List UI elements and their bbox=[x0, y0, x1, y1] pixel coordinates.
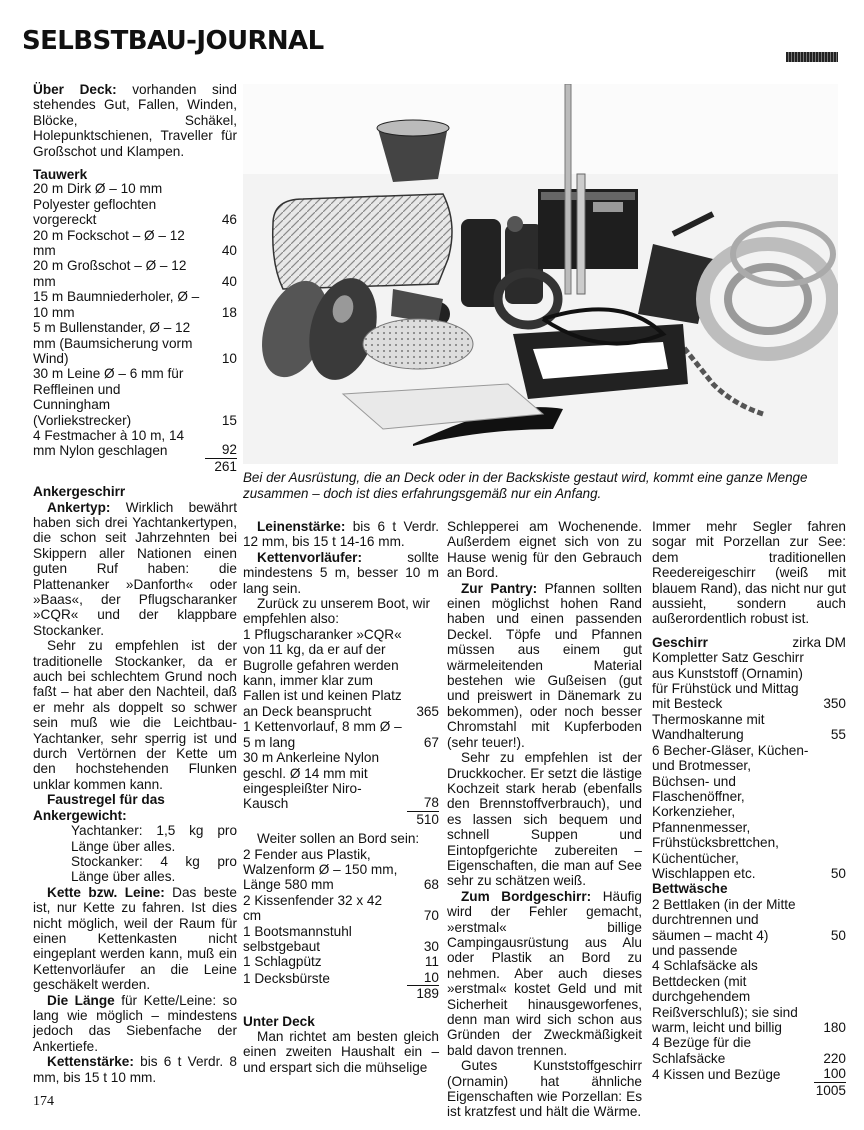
item-price: 10 bbox=[221, 350, 237, 366]
bettwaesche-list bbox=[652, 897, 846, 1098]
item-price: 365 bbox=[416, 703, 439, 719]
item-price: 11 bbox=[424, 954, 439, 970]
boot-list bbox=[243, 627, 439, 827]
laenge-paragraph bbox=[33, 993, 237, 1055]
kettenstaerke-paragraph bbox=[33, 1054, 237, 1085]
kette-text: Das beste ist, nur Kette zu fahren. Ist dies nicht möglich, weil der Raum für einen Kettenkasten nicht eingeplant werden kann, muß ein Kettenvorläufer an die Leine geschäkelt werden. bbox=[33, 884, 237, 993]
kette-lead: Kette bzw. Leine: bbox=[47, 884, 165, 900]
item-text: 20 m Dirk Ø – 10 mm Polyester geflochten vorgereckt bbox=[33, 181, 163, 228]
kettenvorlaeufer-text: sollte mindestens 5 m, besser 10 m lang sein. bbox=[243, 549, 439, 596]
bordgeschirr-paragraph bbox=[447, 889, 642, 1058]
boot-total: 510 bbox=[416, 811, 439, 827]
faustregel-heading: Faustregel für das Ankergewicht: bbox=[33, 792, 165, 823]
item-price: 55 bbox=[830, 727, 846, 743]
faustregel-stock: Stockanker: 4 kg pro Länge über alles. bbox=[71, 853, 237, 885]
item-price: 100 bbox=[814, 1066, 846, 1082]
geschirr-heading-row bbox=[652, 635, 846, 650]
ankertyp-text: Wirklich bewährt haben sich drei Yachtankertypen, die schon seit Jahrzehnten bei Skippern aller Nationen einen guten Ruf haben: die Plattenanker »Danforth« oder »Baas«, der Pflugscharanker »CQR« und der klappbare Stockanker. bbox=[33, 499, 237, 638]
item-price: 40 bbox=[221, 243, 237, 259]
faustregel-yacht: Yachtanker: 1,5 kg pro Länge über alles. bbox=[71, 823, 237, 854]
list-item bbox=[652, 897, 846, 943]
pantry-text: Pfannen sollten einen möglichst hohen Rand haben und einen passenden Deckel. Töpfe und Pfannen müssen aus einem gut wärmeleitenden Material bestehen wie Gußeisen (gut und preiswert in Dänemark zu bekommen), oder noch besser Chromstahl mit Kupferboden (sehr teuer!). bbox=[447, 580, 642, 750]
item-text: 30 m Ankerleine Nylon geschl. Ø 14 mm mit eingespleißter Niro-Kausch bbox=[243, 750, 380, 812]
kettenvorlaeufer-lead: Kettenvorläufer: bbox=[257, 549, 362, 565]
list-item bbox=[33, 228, 237, 259]
column-2 bbox=[243, 519, 439, 1075]
list-item bbox=[243, 970, 439, 986]
ankertyp-paragraph bbox=[33, 500, 237, 639]
item-price: 40 bbox=[221, 273, 237, 289]
journal-title: SELBSTBAU-JOURNAL bbox=[22, 26, 324, 56]
stockanker-paragraph: Sehr zu empfehlen ist der traditionelle Stockanker, da er auch bei schlechtem Grund noch faßt – hat aber den Nachteil, daß er mehr als doppelt so schwer sein muß wie die Leichtbau-Yachtanker, sehr sperrig ist und durch Vertörnen der Kette um den hochstehenden Flunken unklar kommen kann. bbox=[33, 638, 237, 792]
ankertyp-lead: Ankertyp: bbox=[47, 499, 111, 515]
kette-paragraph bbox=[33, 885, 237, 993]
kettenstaerke-lead: Kettenstärke: bbox=[47, 1054, 134, 1070]
list-item bbox=[652, 743, 846, 882]
boot-intro: Zurück zu unserem Boot, wir empfehlen also: bbox=[243, 596, 431, 627]
kunststoff-paragraph: Gutes Kunststoffgeschirr (Ornamin) hat ähnliche Eigenschaften wie Porzellan: Es ist kratzfest und hält die Wärme. bbox=[447, 1058, 642, 1120]
item-price: 50 bbox=[830, 865, 846, 881]
item-price: 15 bbox=[221, 412, 237, 428]
item-price: 220 bbox=[823, 1050, 846, 1066]
item-text: 2 Kissenfender 32 x 42 cm bbox=[243, 892, 383, 924]
item-price: 10 bbox=[407, 970, 439, 986]
list-item bbox=[652, 1066, 846, 1082]
item-price: 50 bbox=[830, 927, 846, 943]
geschirr-unit: zirka DM bbox=[792, 634, 846, 650]
leinenstaerke-paragraph bbox=[243, 519, 439, 550]
anker-heading: Ankergeschirr bbox=[33, 484, 126, 500]
item-price: 68 bbox=[423, 877, 439, 893]
list-item bbox=[33, 366, 237, 428]
laenge-text: für Kette/Leine: so lang wie möglich – mindestens jedoch das Siebenfache der Ankertiefe. bbox=[33, 992, 238, 1054]
item-price: 70 bbox=[423, 908, 439, 924]
leinenstaerke-text: bis 6 t Verdr. 12 mm, bis 15 t 14-16 mm. bbox=[243, 519, 439, 550]
list-item bbox=[243, 924, 439, 955]
item-text: Kompletter Satz Geschirr aus Kunststoff (Ornamin) für Frühstück und Mittag mit Besteck bbox=[652, 650, 804, 712]
item-price: 67 bbox=[423, 734, 439, 750]
item-text: 4 Schlafsäcke als Bettdecken (mit durchgehendem Reißverschluß); sie sind warm, leicht und billig bbox=[652, 958, 798, 1035]
item-text: 4 Kissen und Bezüge bbox=[652, 1067, 781, 1083]
tauwerk-total: 261 bbox=[214, 458, 237, 474]
list-item bbox=[652, 943, 846, 958]
photo-caption: Bei der Ausrüstung, die an Deck oder in der Backskiste gestaut wird, kommt eine ganze Menge zusammen – doch ist dies erfahrungsgemäß nur ein Anfang. bbox=[243, 470, 808, 501]
list-item bbox=[33, 320, 237, 366]
kettenstaerke-text: bis 6 t Verdr. 8 mm, bis 15 t 10 mm. bbox=[33, 1054, 237, 1085]
bord-intro: Weiter sollen an Bord sein: bbox=[257, 831, 420, 847]
kettenvorlaeufer-paragraph bbox=[243, 550, 439, 596]
unter-deck-heading: Unter Deck bbox=[243, 1013, 315, 1029]
item-text: 6 Becher-Gläser, Küchen- und Brotmesser, Büchsen- und Flaschenöffner, Korkenzieher, Pfannenmesser, Frühstücksbrettchen, Küchentücher, Wischlappen etc. bbox=[652, 742, 809, 881]
list-item bbox=[33, 258, 237, 289]
column-3 bbox=[447, 519, 642, 1120]
list-item bbox=[243, 627, 439, 719]
item-text: 1 Pflugscharanker »CQR« von 11 kg, da er auf der Bugrolle gefahren werden kann, immer klar zum Fallen ist und keinen Platz an Deck beansprucht bbox=[243, 626, 402, 719]
bordgeschirr-text: Häufig wird der Fehler gemacht, »erstmal« billige Campingausrüstung aus Alu oder Plastik an Bord zu nehmen. Aber auch dieses »erstmal« kostet Geld und mit Sicherheit hinausgeworfenes, denn man wird sich schon aus Gründen der Zweckmäßigkeit bald davon trennen. bbox=[447, 888, 642, 1058]
list-item bbox=[243, 847, 439, 893]
item-text: 1 Kettenvorlauf, 8 mm Ø – 5 m lang bbox=[243, 719, 402, 750]
list-item bbox=[652, 958, 846, 1035]
pantry-lead: Zur Pantry: bbox=[461, 580, 538, 596]
list-item bbox=[243, 954, 439, 969]
item-text: Thermoskanne mit Wandhalterung bbox=[652, 711, 765, 743]
item-text: 30 m Leine Ø – 6 mm für Reffleinen und Cunningham (Vorliekstrecker) bbox=[33, 366, 184, 428]
ueber-deck-lead: Über Deck: bbox=[33, 82, 117, 97]
item-price: 46 bbox=[221, 212, 237, 228]
bettwaesche-heading: Bettwäsche bbox=[652, 881, 728, 897]
corner-print-mark bbox=[786, 52, 838, 62]
geschirr-list bbox=[652, 650, 846, 881]
list-item bbox=[652, 712, 846, 743]
ueber-deck-text: vorhanden sind stehendes Gut, Fallen, Winden, Blöcke, Schäkel, Holepunktschienen, Traveller für Großschot und Klampen. bbox=[33, 82, 237, 159]
ueber-deck-paragraph bbox=[33, 82, 237, 159]
item-text: 20 m Fockschot – Ø – 12 mm bbox=[33, 227, 185, 259]
item-text: 20 m Großschot – Ø – 12 mm bbox=[33, 258, 187, 289]
item-price: 350 bbox=[823, 696, 846, 712]
bord-total: 189 bbox=[416, 986, 439, 1002]
list-item bbox=[33, 428, 237, 459]
item-text: 4 Festmacher à 10 m, 14 mm Nylon geschlagen bbox=[33, 427, 185, 459]
intro-paragraph: Immer mehr Segler fahren sogar mit Porzellan zur See: dem traditionellen Reedereigeschirr (weiß mit blauem Rand), das nicht nur gut aussieht, sondern auch außerordentlich robust ist. bbox=[652, 519, 846, 627]
leinenstaerke-lead: Leinenstärke: bbox=[257, 519, 346, 534]
item-text: und passende bbox=[652, 942, 738, 958]
item-text: 2 Fender aus Plastik, Walzenform Ø – 150 mm, Länge 580 mm bbox=[243, 846, 398, 893]
item-text: 4 Bezüge für die Schlafsäcke bbox=[652, 1035, 751, 1066]
unter-deck-paragraph: Man richtet am besten gleich einen zweiten Haushalt ein – und erspart sich die mühselige bbox=[243, 1029, 439, 1075]
item-text: 1 Bootsmannstuhl selbstgebaut bbox=[243, 923, 352, 954]
bordgeschirr-lead: Zum Bordgeschirr: bbox=[461, 888, 592, 904]
tauwerk-list bbox=[33, 181, 237, 474]
item-price: 18 bbox=[221, 304, 237, 320]
grand-total: 1005 bbox=[815, 1082, 846, 1098]
item-price: 30 bbox=[423, 938, 439, 954]
list-item bbox=[243, 750, 439, 812]
item-text: 1 Decksbürste bbox=[243, 970, 330, 986]
druckkocher-paragraph: Sehr zu empfehlen ist der Druckkocher. Er setzt die lästige Kochzeit stark herab (ebenfalls den Brennstoffverbrauch), und es lassen sich bequem und schnell Suppen und Eintopfgerichte zubereiten – Eigenschaften, die man auf See sehr zu schätzen weiß. bbox=[447, 750, 642, 889]
continued-paragraph: Schlepperei am Wochenende. Außerdem eignet sich von zu Hause wenig für den Gebrauch an Bord. bbox=[447, 519, 642, 581]
item-text: 15 m Baumniederholer, Ø – 10 mm bbox=[33, 289, 200, 320]
geschirr-heading: Geschirr bbox=[652, 634, 708, 650]
laenge-lead: Die Länge bbox=[47, 992, 115, 1008]
item-price: 180 bbox=[823, 1020, 846, 1035]
column-1 bbox=[33, 82, 237, 1085]
item-price: 92 bbox=[205, 442, 237, 458]
item-price: 78 bbox=[407, 795, 439, 811]
list-item bbox=[243, 893, 439, 924]
equipment-photo bbox=[243, 84, 838, 464]
bord-list bbox=[243, 847, 439, 1002]
list-item bbox=[33, 289, 237, 320]
page-number: 174 bbox=[33, 1094, 54, 1109]
list-item bbox=[243, 719, 439, 750]
tauwerk-heading: Tauwerk bbox=[33, 167, 88, 183]
list-item bbox=[33, 181, 237, 227]
list-item bbox=[652, 650, 846, 712]
list-item bbox=[652, 1035, 846, 1066]
item-text: 2 Bettlaken (in der Mitte durchtrennen und säumen – macht 4) bbox=[652, 896, 796, 943]
pantry-paragraph bbox=[447, 581, 642, 750]
column-4 bbox=[652, 519, 846, 1098]
item-text: 5 m Bullenstander, Ø – 12 mm (Baumsicherung vorm Wind) bbox=[33, 320, 193, 366]
item-text: 1 Schlagpütz bbox=[243, 954, 322, 970]
